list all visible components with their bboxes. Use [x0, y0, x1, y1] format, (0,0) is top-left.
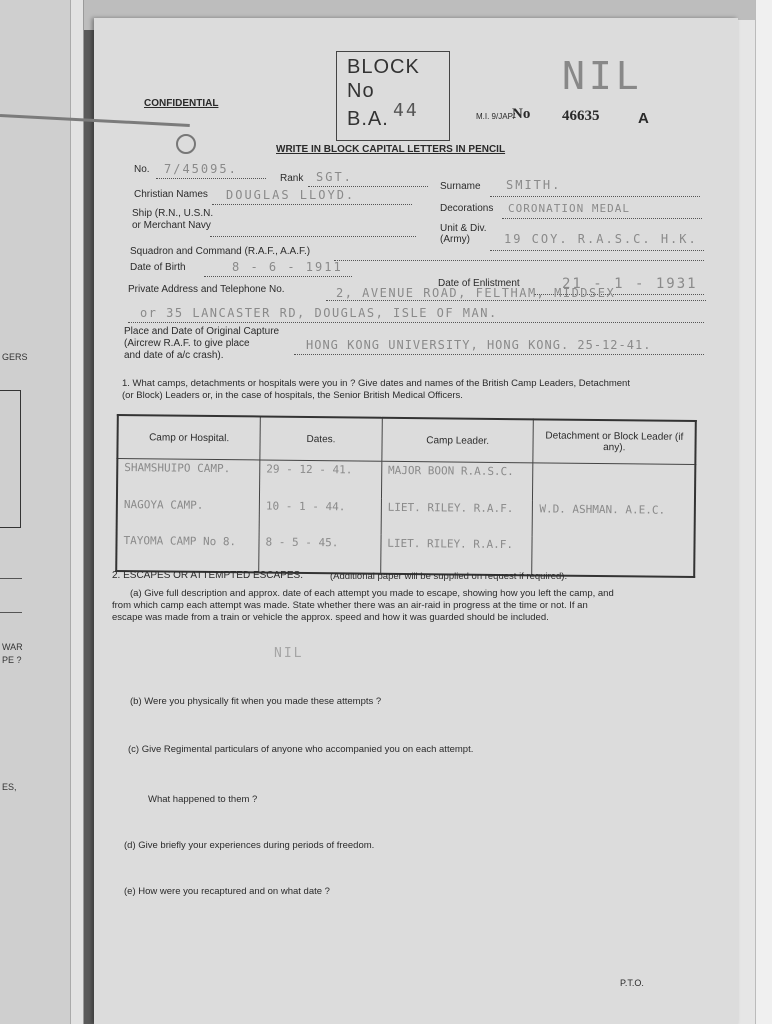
left-document-stack — [0, 0, 84, 1024]
number-label: No — [512, 106, 531, 122]
unit-label: Unit & Div. — [440, 223, 487, 234]
confidential-label: CONFIDENTIAL — [144, 98, 219, 109]
question-2c-followup: What happened to them ? — [148, 794, 258, 805]
address-rule — [326, 300, 706, 301]
address-label: Private Address and Telephone No. — [128, 284, 285, 295]
camp-cell: SHAMSHUIPO CAMP. — [117, 458, 260, 497]
left-margin-text: WAR — [2, 642, 23, 652]
left-margin-rule — [0, 612, 22, 613]
leader-cell: LIET. RILEY. R.A.F. — [381, 499, 533, 537]
question-2a-end: escape was made from a train or vehicle the approx. speed and how it was guarded should be included. — [112, 612, 549, 623]
table-row — [117, 496, 695, 538]
rank-rule — [308, 186, 428, 187]
question-2a-continued: from which camp each attempt was made. State whether there was an air-raid in progress at the time or not. If an — [112, 600, 588, 611]
date-cell: 8 - 5 - 45. — [259, 534, 381, 574]
date-of-birth-value: 8 - 6 - 1911 — [232, 260, 343, 274]
christian-names-rule — [212, 204, 412, 205]
capture-label-end: and date of a/c crash). — [124, 350, 224, 361]
right-document-edge — [755, 0, 772, 1024]
left-margin-text: ES, — [2, 782, 17, 792]
date-of-birth-rule — [204, 276, 352, 277]
surname-label: Surname — [440, 181, 481, 192]
address-rule-2 — [128, 322, 704, 323]
surname-value: SMITH. — [506, 178, 562, 192]
decorations-label: Decorations — [440, 203, 494, 214]
leader-cell: MAJOR BOON R.A.S.C. — [381, 461, 533, 500]
date-of-enlistment-label: Date of Enlistment — [438, 278, 520, 289]
unit-value: 19 COY. R.A.S.C. H.K. — [504, 232, 698, 246]
camp-cell: TAYOMA CAMP No 8. — [116, 532, 259, 572]
address-value: 2, AVENUE ROAD, FELTHAM, MIDDSEX — [336, 286, 616, 300]
left-margin-rule — [0, 578, 22, 579]
christian-names-label: Christian Names — [134, 189, 208, 200]
service-number-value: 7/45095. — [164, 162, 238, 176]
question-2-note: (Additional paper will be supplied on request if required). — [330, 571, 568, 582]
rank-label: Rank — [280, 173, 304, 184]
question-1: 1. What camps, detachments or hospitals were you in ? Give dates and names of the British Camp Leaders, Detachment — [122, 378, 630, 389]
header-camp: Camp or Hospital. — [117, 415, 260, 460]
camps-table-header — [117, 415, 695, 465]
left-margin-text: GERS — [2, 352, 28, 362]
questionnaire-form — [94, 18, 738, 1024]
date-cell: 29 - 12 - 41. — [260, 460, 382, 499]
date-of-enlistment-value: 21 - 1 - 1931 — [562, 276, 698, 292]
ship-rule — [210, 236, 416, 237]
rank-value: SGT. — [316, 170, 353, 184]
block-stamp — [336, 51, 450, 141]
leader-cell: LIET. RILEY. R.A.F. — [380, 535, 532, 575]
question-2c: (c) Give Regimental particulars of anyone who accompanied you on each attempt. — [128, 744, 474, 755]
decorations-rule — [502, 218, 702, 219]
question-2d: (d) Give briefly your experiences during periods of freedom. — [124, 840, 375, 851]
service-number-label: No. — [134, 164, 150, 175]
detachment-cell: W.D. ASHMAN. A.E.C. — [533, 500, 695, 538]
form-suffix: A — [638, 110, 649, 127]
surname-rule — [490, 196, 700, 197]
question-2a: (a) Give full description and approx. date of each attempt you made to escape, showing how you left the camp, and — [130, 588, 614, 599]
stamp-block: BLOCK — [347, 56, 420, 78]
question-2e: (e) How were you recaptured and on what date ? — [124, 886, 330, 897]
ship-label-continued: or Merchant Navy — [132, 220, 211, 231]
table-row — [117, 458, 695, 502]
reference-code: M.I. 9/JAP/ — [476, 112, 516, 121]
question-2-title: 2. ESCAPES OR ATTEMPTED ESCAPES. — [112, 570, 303, 581]
question-1-continued: (or Block) Leaders or, in the case of hospitals, the Senior British Medical Officers. — [122, 390, 463, 401]
left-margin-text: PE ? — [2, 655, 22, 665]
capture-label-continued: (Aircrew R.A.F. to give place — [124, 338, 250, 349]
form-number: 46635 — [562, 108, 600, 124]
stamp-ba: B.A. — [347, 108, 389, 130]
date-of-birth-label: Date of Birth — [130, 262, 186, 273]
squadron-label: Squadron and Command (R.A.F., A.A.F.) — [130, 246, 311, 257]
stamp-no: No — [347, 80, 375, 102]
decorations-value: CORONATION MEDAL — [508, 202, 630, 215]
stamp-handwritten-number: 44 — [393, 100, 419, 121]
header-dates: Dates. — [260, 416, 382, 461]
camp-cell: NAGOYA CAMP. — [117, 496, 260, 534]
address-value-continued: or 35 LANCASTER RD, DOUGLAS, ISLE OF MAN. — [140, 306, 498, 320]
header-detachment: Detachment or Block Leader (if any). — [533, 419, 695, 464]
service-number-rule — [156, 178, 266, 179]
nil-handwritten: NIL — [562, 54, 643, 98]
unit-rule — [490, 250, 704, 251]
capture-rule — [294, 354, 704, 355]
capture-label: Place and Date of Original Capture — [124, 326, 280, 337]
header-camp-leader: Camp Leader. — [382, 418, 534, 463]
page-turn-label: P.T.O. — [620, 978, 644, 988]
detachment-cell — [533, 463, 695, 502]
left-margin-box — [0, 390, 21, 528]
capture-value: HONG KONG UNIVERSITY, HONG KONG. 25-12-41. — [306, 338, 652, 352]
christian-names-value: DOUGLAS LLOYD. — [226, 188, 356, 202]
left-stack-edge — [70, 0, 83, 1024]
unit-label-continued: (Army) — [440, 234, 470, 245]
question-2b: (b) Were you physically fit when you made these attempts ? — [130, 696, 382, 707]
question-2a-answer: NIL — [274, 646, 304, 661]
ship-label: Ship (R.N., U.S.N. — [132, 208, 214, 219]
date-cell: 10 - 1 - 44. — [259, 497, 381, 535]
instruction-heading: WRITE IN BLOCK CAPITAL LETTERS IN PENCIL — [276, 144, 506, 155]
squadron-rule — [334, 260, 704, 261]
camps-table — [115, 414, 697, 578]
tie-string-knot — [176, 134, 196, 154]
